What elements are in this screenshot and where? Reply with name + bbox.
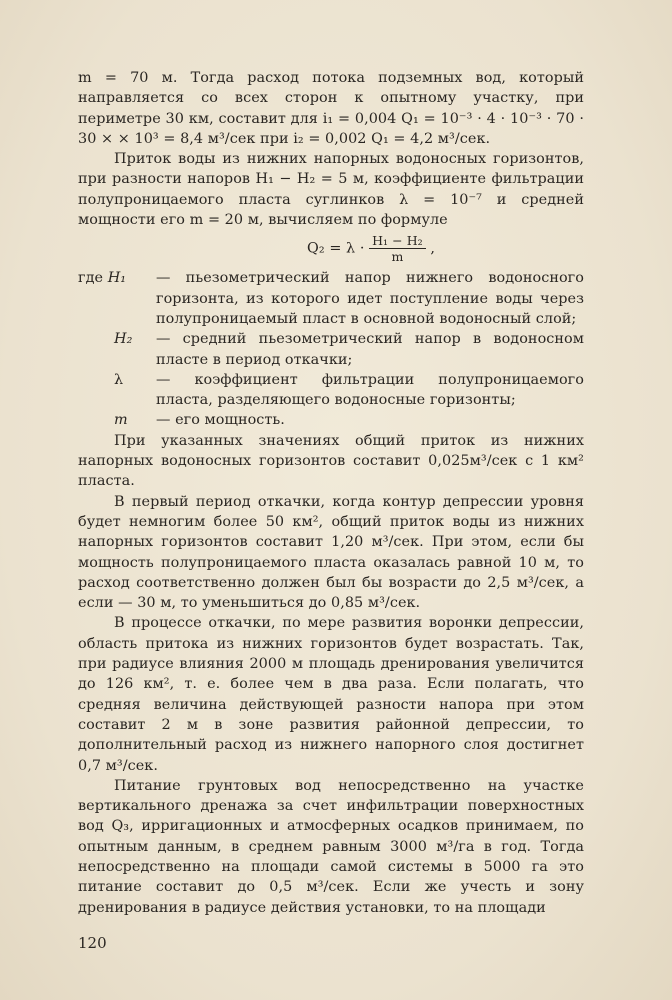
paragraph-6: Питание грунтовых вод непосредственно на участке вертикального дренажа за счет инфильтрации поверхностных вод Q₃, ирригационных и атмосферных осадков принимаем, по опытным данным, в среднем равным 3000 м³/га в год. Тогда непосредственно на площади самой системы в 5000 га это питание составит до 0,5 м³/сек. Если же учесть и зону дренирования в радиусе действия установки, то на площади [78,777,584,916]
definition-lead: где [78,270,104,287]
definition-text: — пьезометрический напор нижнего водоносного горизонта, из которого идет поступление воды через полупроницаемый пласт в основной водоносный слой; [156,270,584,327]
definition-text: — коэффициент фильтрации полупроницаемого пласта, разделяющего водоносные горизонты; [156,371,584,409]
paragraph-2: Приток воды из нижних напорных водоносных горизонтов, при разности напоров H₁ − H₂ = 5 м, коэффициенте фильтрации полупроницаемого пласта суглинков λ = 10⁻⁷ и средней мощности его m = 20 м, вычисляем по формуле [78,151,584,229]
definition-item [78,268,584,329]
formula-q2 [78,233,584,264]
paragraph-5: В процессе откачки, по мере развития воронки депрессии, область притока из нижних горизонтов будет возрастать. Так, при радиусе влияния 2000 м площадь дренирования увеличится до 126 км², т. е. более чем в два раза. Если полагать, что средняя величина действующей разности напора при этом составит 2 м в зоне развития районной депрессии, то дополнительный расход из нижнего напорного слоя достигнет 0,7 м³/сек. [78,615,584,774]
definition-text: — средний пьезометрический напор в водоносном пласте в период откачки; [156,331,584,368]
page-body [78,68,584,918]
definition-symbol: H₁ [107,270,127,287]
definition-text: — его мощность. [156,412,285,429]
formula-numerator: H₁ − H₂ [369,233,426,249]
paragraph-4: В первый период откачки, когда контур депрессии уровня будет немногим более 50 км², общий приток воды из нижних напорных горизонтов составит 1,20 м³/сек. При этом, если бы мощность полупроницаемого пласта оказалась равной 10 м, то расход соответственно должен был бы возрасти до 2,5 м³/сек, а если — 30 м, то уменьшиться до 0,85 м³/сек. [78,493,584,612]
paragraph-1: m = 70 м. Тогда расход потока подземных вод, который направляется со всех сторон к опытному участку, при периметре 30 км, составит для i₁ = 0,004 Q₁ = 10⁻³ · 4 · 10⁻³ · 70 · 30 × × 10³ = 8,4 м³/сек при i₂ = 0,002 Q₁ = 4,2 м³/сек. [78,70,584,147]
formula-lhs: Q₂ = λ · [307,240,365,257]
formula-tail: , [430,240,435,257]
page-number: 120 [78,934,107,952]
definition-item [78,410,584,430]
definition-item [78,329,584,370]
definition-symbol: λ [114,371,124,388]
formula-denominator: m [391,249,404,265]
definition-symbol: m [114,412,128,429]
formula-fraction [369,233,426,264]
paragraph-3: При указанных значениях общий приток из нижних напорных водоносных горизонтов составит 0,025м³/сек с 1 км² пласта. [78,432,584,490]
definition-item [78,370,584,411]
definition-symbol: H₂ [114,331,133,348]
definition-list [78,268,584,430]
